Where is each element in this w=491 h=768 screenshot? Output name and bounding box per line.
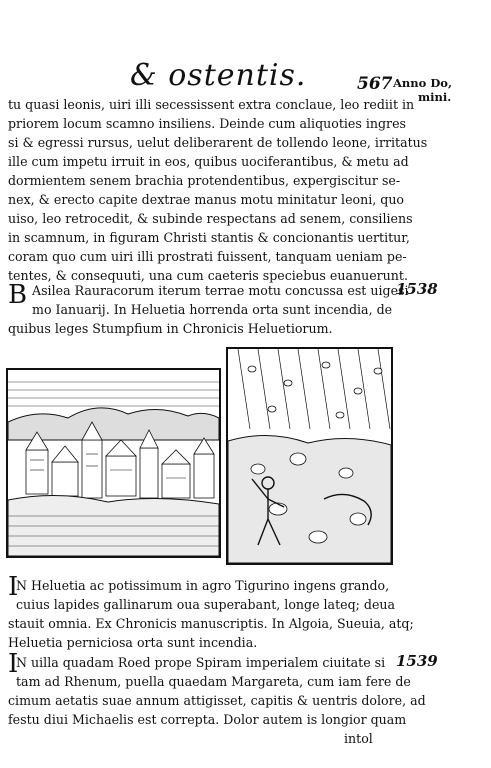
page-number: 567 [357,74,393,94]
margin-year: 1538 [396,280,438,298]
text-line: mo Ianuarij. In Heluetia horrenda orta sunt incendia, de [32,302,393,317]
text-line: in scamnum, in figuram Christi stantis & concionantis uertitur, [8,230,410,245]
text-line: cuius lapides gallinarum oua superabant, longe lateq; deua [16,597,396,612]
text-line: N Heluetia ac potissimum in agro Tigurino ingens grando, [16,578,390,593]
text-line: tu quasi leonis, uiri illi secessissent extra conclaue, leo rediit in [8,97,415,112]
town-earthquake-woodcut-icon [6,368,221,558]
anno-domini-label: Anno Do, [393,76,452,90]
catchword: intol [344,731,373,746]
text-line: tentes, & consequuti, una cum caeteris speciebus euanuerunt. [8,268,408,283]
text-line: nex, & erecto capite dextrae manus motu minitatur leoni, quo [8,192,405,207]
text-line: dormientem senem brachia protendentibus, expergiscitur se- [8,173,401,188]
text-line: tam ad Rhenum, puella quaedam Margareta, cum iam fere de [16,674,411,689]
text-line: uiso, leo retrocedit, & subinde respectans ad senem, consiliens [8,211,413,226]
text-line: Heluetia perniciosa orta sunt incendia. [8,635,258,650]
text-line: si & egressi rursus, uelut deliberarent de tollendo leone, irritatus [8,135,428,150]
dropcap: B [8,280,28,310]
dropcap: I [8,572,19,602]
text-line: cimum aetatis suae annum attigisset, capitis & uentris dolore, ad [8,693,426,708]
text-line: N uilla quadam Roed prope Spiram imperialem ciuitate si [16,655,386,670]
hailstorm-woodcut-icon [226,347,393,565]
anno-domini-label-cont: mini. [418,90,452,104]
text-line: coram quo cum uiri illi prostrati fuissent, tanquam ueniam pe- [8,249,407,264]
text-line: quibus leges Stumpfium in Chronicis Heluetiorum. [8,321,333,336]
text-line: stauit omnia. Ex Chronicis manuscriptis. In Algoia, Sueuia, atq; [8,616,414,631]
text-line: festu diui Michaelis est correpta. Dolor autem is longior quam [8,712,407,727]
page-title: & ostentis. [130,58,307,93]
dropcap: I [8,649,19,679]
margin-year: 1539 [396,652,438,670]
text-line: priorem locum scamno insiliens. Deinde cum aliquoties ingres [8,116,406,131]
text-line: Asilea Rauracorum iterum terrae motu concussa est uigesi [32,283,409,298]
text-line: ille cum impetu irruit in eos, quibus uociferantibus, & metu ad [8,154,409,169]
